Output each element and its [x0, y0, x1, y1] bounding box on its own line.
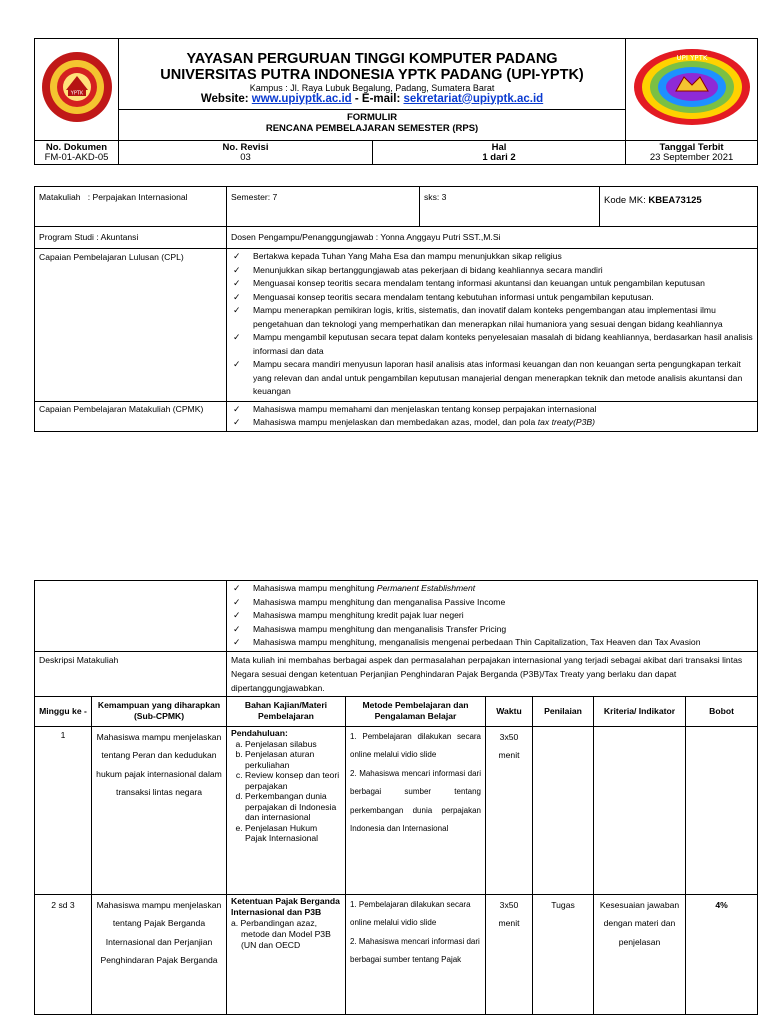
contact-line: Website: www.upiyptk.ac.id - E-mail: sekretariat@upiyptk.ac.id [200, 92, 544, 105]
yayasan-logo-icon [40, 50, 114, 124]
description-text: Mata kuliah ini membahas berbagai aspek dan permasalahan perpajakan internasional yang terjadi sebagai akibat dari transaksi lintas Negara sesuai dengan ketentuan Perjanjian Penghindaran Pajak Berganda (P3B)/Tax Treaty yang berlaku dan dapat dipertanggungjawabkan. [227, 651, 758, 696]
doc-number-cell: No. Dokumen FM-01-AKD-05 [35, 141, 119, 165]
form-title: RENCANA PEMBELAJARAN SEMESTER (RPS) [265, 122, 479, 134]
cpmk-item: ✓ Mahasiswa mampu menghitung Permanent Establishment [231, 582, 753, 596]
criteria-cell: Kesesuaian jawaban dengan materi dan penjelasan [594, 894, 686, 1014]
cpl-item: ✓ Menguasai konsep teoritis secara mendalam tentang informasi akuntansi dan keuangan untuk pengambilan keputusan [231, 277, 753, 291]
campus-address: Kampus : Jl. Raya Lubuk Begalung, Padang, Sumatera Barat [249, 82, 495, 93]
cpmk-continued-cell [227, 581, 758, 652]
material-list: a. Penjelasan silabus b. Penjelasan aturan perkuliahan c. Review konsep dan teori perpajakan d. Perkembangan dunia perpajakan di Indonesia dan internasional e. Penjelasan Hukum Pajak Internasional [231, 739, 341, 844]
cpl-list-cell [227, 249, 758, 402]
time-cell: 3x50 menit [486, 894, 533, 1014]
revision-cell: No. Revisi 03 [119, 141, 373, 165]
col-week: Minggu ke - [35, 696, 92, 726]
col-material: Bahan Kajian/Materi Pembelajaran [227, 696, 346, 726]
cpmk-item: ✓ Mahasiswa mampu menghitung dan menganalisis Transfer Pricing [231, 623, 753, 637]
col-method: Metode Pembelajaran dan Pengalaman Belajar [346, 696, 486, 726]
cpl-label: Capaian Pembelajaran Lulusan (CPL) [35, 249, 227, 402]
cpmk-list-page1 [231, 403, 753, 430]
cpl-item: ✓ Mampu mengambil keputusan secara tepat dalam konteks penyelesaian masalah di bidang keahliannya, berdasarkan hasil analisis informasi dan data [231, 331, 753, 358]
lecturer-cell: Dosen Pengampu/Penanggungjawab : Yonna Anggayu Putri SST.,M.Si [227, 227, 758, 249]
ability-cell: Mahasiswa mampu menjelaskan tentang Pajak Berganda Internasional dan Perjanjian Penghindaran Pajak Berganda [92, 894, 227, 1014]
cpmk-item: ✓ Mahasiswa mampu menjelaskan dan membedakan azas, model, dan pola tax treaty(P3B) [231, 416, 753, 430]
table-row [35, 726, 758, 894]
page-number-cell: Hal 1 dari 2 [373, 141, 626, 165]
week-cell: 1 [35, 726, 92, 894]
cpmk-continued-label [35, 581, 227, 652]
col-assessment: Penilaian [533, 696, 594, 726]
cpmk-list-cell [227, 401, 758, 431]
form-label: FORMULIR [346, 111, 398, 123]
email-link[interactable]: sekretariat@upiyptk.ac.id [403, 92, 544, 105]
material-cell: Pendahuluan: a. Penjelasan silabus b. Penjelasan aturan perkuliahan c. Review konsep dan teori perpajakan d. Perkembangan dunia perpajakan di Indonesia dan internasional e. Penjelasan Hukum Pajak Internasional [227, 726, 346, 894]
issue-date-cell: Tanggal Terbit 23 September 2021 [626, 141, 758, 165]
table-row [35, 894, 758, 1014]
header-title-cell [119, 39, 626, 141]
description-label: Deskripsi Matakuliah [35, 651, 227, 696]
semester-cell: Semester: 7 [227, 187, 420, 227]
cpmk-list-page2 [231, 582, 753, 650]
study-program-cell: Program Studi : Akuntansi [35, 227, 227, 249]
cpl-item: ✓ Menunjukkan sikap bertanggungjawab atas pekerjaan di bidang keahliannya secara mandiri [231, 264, 753, 278]
plan-header-row [35, 696, 758, 726]
svg-text:UPI YPTK: UPI YPTK [676, 54, 708, 62]
cpmk-label: Capaian Pembelajaran Matakuliah (CPMK) [35, 401, 227, 431]
cpmk-item: ✓ Mahasiswa mampu menghitung kredit pajak luar negeri [231, 609, 753, 623]
ability-cell: Mahasiswa mampu menjelaskan tentang Peran dan kedudukan hukum pajak internasional dalam transaksi lintas negara [92, 726, 227, 894]
assessment-cell [533, 726, 594, 894]
col-time: Waktu [486, 696, 533, 726]
cpl-item: ✓ Mampu menerapkan pemikiran logis, kritis, sistematis, dan inovatif dalam konteks pengembangan atau implementasi ilmu pengetahuan dan teknologi yang memperhatikan dan menerapkan nilai humaniora yang sesuai dengan bidang keahliannya [231, 304, 753, 331]
col-ability: Kemampuan yang diharapkan (Sub-CPMK) [92, 696, 227, 726]
svg-text:YPTK: YPTK [70, 90, 83, 97]
method-cell: 1. Pembelajaran dilakukan secara online melalui vidio slide 2. Mahasiswa mencari informasi dari berbagai sumber tentang perkembangan dunia perpajakan Indonesia dan Internasional [346, 726, 486, 894]
cpl-item: ✓ Bertakwa kepada Tuhan Yang Maha Esa dan mampu menunjukkan sikap religius [231, 250, 753, 264]
method-cell: 1. Pembelajaran dilakukan secara online melalui vidio slide 2. Mahasiswa mencari informasi dari berbagai sumber tentang Pajak [346, 894, 486, 1014]
learning-plan-table [34, 580, 758, 1015]
material-cell: Ketentuan Pajak Berganda Internasional dan P3B a. Perbandingan azaz, metode dan Model P3B (UN dan OECD [227, 894, 346, 1014]
course-info-table [34, 186, 758, 432]
foundation-name: YAYASAN PERGURUAN TINGGI KOMPUTER PADANG [186, 50, 558, 67]
course-code-cell: Kode MK: KBEA73125 [600, 187, 758, 227]
cpmk-item: ✓ Mahasiswa mampu memahami dan menjelaskan tentang konsep perpajakan internasional [231, 403, 753, 417]
criteria-cell [594, 726, 686, 894]
assessment-cell: Tugas [533, 894, 594, 1014]
week-cell: 2 sd 3 [35, 894, 92, 1014]
university-logo-icon [632, 47, 752, 127]
cpmk-item: ✓ Mahasiswa mampu menghitung dan menganalisa Passive Income [231, 596, 753, 610]
cpl-item: ✓ Menguasai konsep teoritis secara mendalam tentang kebutuhan informasi untuk pengambilan keputusan. [231, 291, 753, 305]
website-link[interactable]: www.upiyptk.ac.id [251, 92, 352, 105]
logo-left-cell [35, 39, 119, 141]
cpl-list [231, 250, 753, 399]
cpl-item: ✓ Mampu secara mandiri menyusun laporan hasil analisis atas informasi keuangan dan non keuangan serta pengungkapan terkait yang relevan dan andal untuk pengambilan keputusan manajerial dengan menerapkan teknik dan metode analisis akuntansi dan keuangan [231, 358, 753, 399]
weight-cell: 4% [686, 894, 758, 1014]
cpmk-item: ✓ Mahasiswa mampu menghitung, menganalisis mengenai perbedaan Thin Capitalization, Tax Heaven dan Tax Avasion [231, 636, 753, 650]
logo-right-cell [626, 39, 758, 141]
time-cell: 3x50 menit [486, 726, 533, 894]
university-name: UNIVERSITAS PUTRA INDONESIA YPTK PADANG (UPI-YPTK) [160, 66, 584, 83]
document-header [34, 38, 758, 165]
sks-cell: sks: 3 [420, 187, 600, 227]
weight-cell [686, 726, 758, 894]
col-criteria: Kriteria/ Indikator [594, 696, 686, 726]
col-weight: Bobot [686, 696, 758, 726]
course-name-cell: Matakuliah : Perpajakan Internasional [35, 187, 227, 227]
